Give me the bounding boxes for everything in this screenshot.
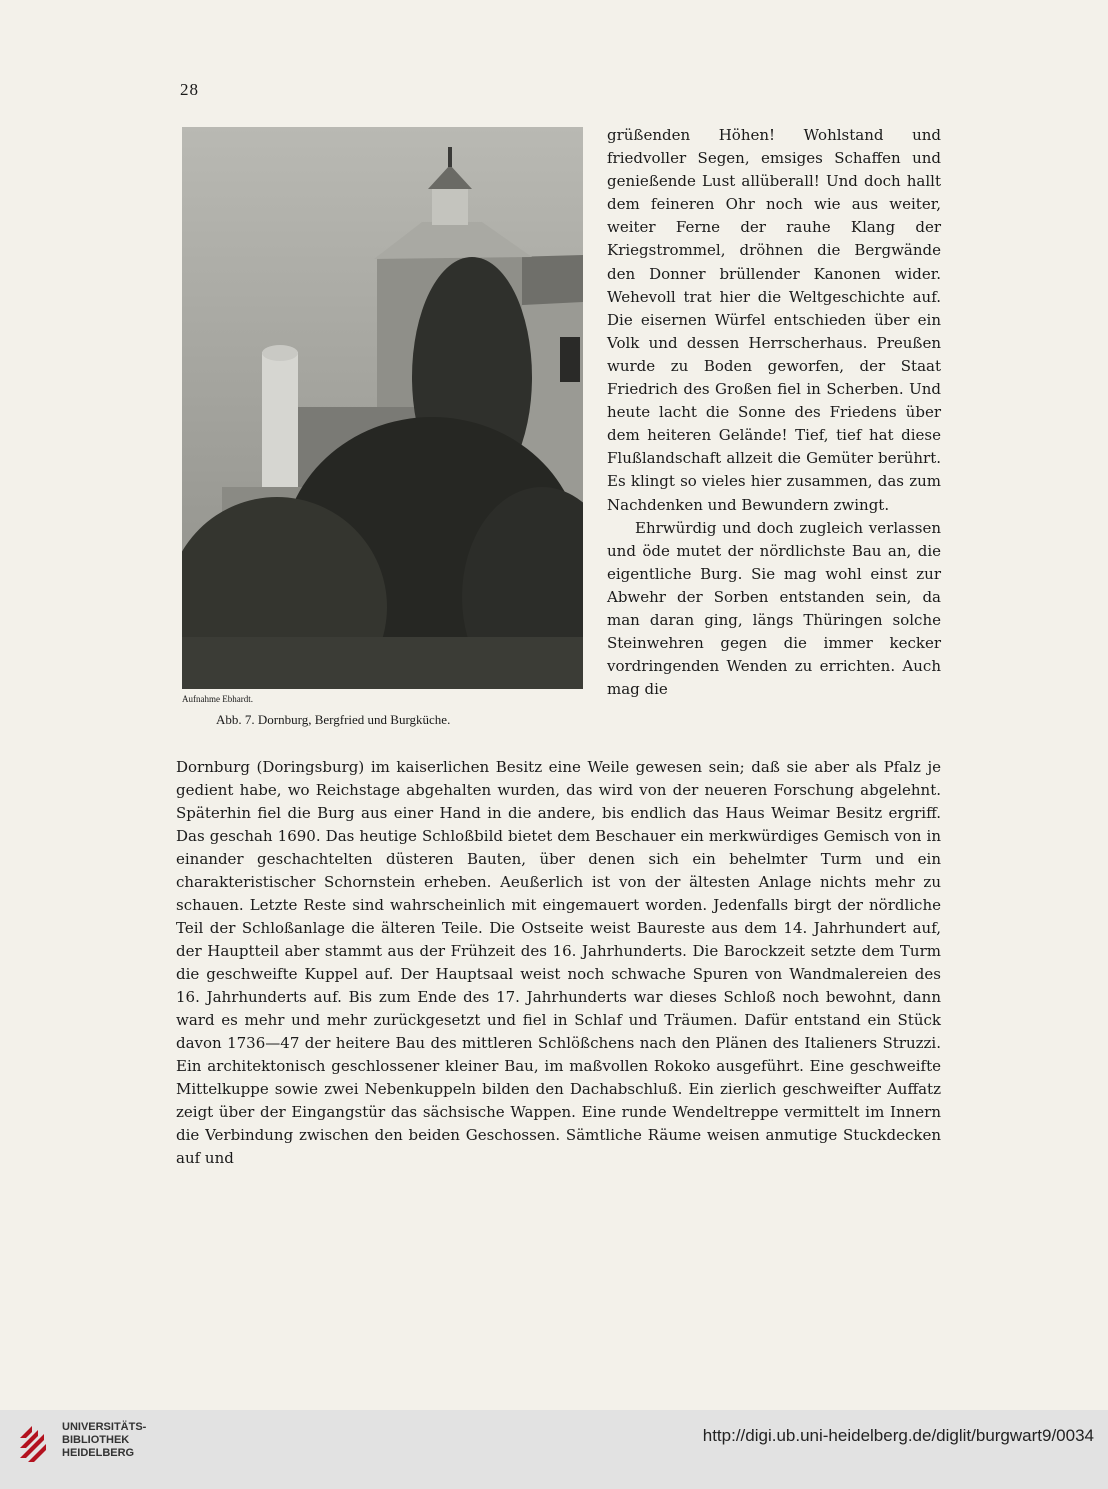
column-paragraph-2: Ehrwürdig und doch zugleich verlassen und öde mutet der nördlichste Bau an, die eigentliche Burg. Sie mag wohl einst zur Abwehr der Sorben entstanden sein, da man daran ging, längs Thüringen solche Steinwehren gegen die immer kecker vordringenden Wenden zu errichten. Auch mag die — [607, 518, 941, 699]
library-name-line: HEIDELBERG — [62, 1447, 135, 1459]
body-text — [176, 756, 941, 1170]
library-name-line: UNIVERSITÄTS- — [62, 1421, 147, 1433]
body-paragraph: Dornburg (Doringsburg) im kaiserlichen Besitz eine Weile gewesen sein; daß sie aber als Pfalz je gedient habe, wo Reichstage abgehalten wurden, das wird von der neueren Forschung abgelehnt. Späterhin fiel die Burg aus einer Hand in die andere, bis endlich das Haus Weimar Besitz ergriff. Das geschah 1690. Das heutige Schloßbild bietet dem Beschauer ein merkwürdiges Gemisch von in einander geschachtelten düsteren Bauten, über denen sich ein behelmter Turm und ein charakteristischer Schornstein erheben. Aeußerlich ist von der ältesten Anlage nichts mehr zu schauen. Letzte Reste sind wahrscheinlich mit eingemauert worden. Jedenfalls birgt der nördliche Teil der Schloßanlage die älteren Teile. Die Ostseite weist Baureste aus dem 14. Jahrhundert auf, der Hauptteil aber stammt aus der Frühzeit des 16. Jahrhunderts. Die Barockzeit setzte dem Turm die geschweifte Kuppel auf. Der Hauptsaal weist noch schwache Spuren von Wandmalereien des 16. Jahrhunderts auf. Bis zum Ende des 17. Jahrhunderts war dieses Schloß noch bewohnt, dann ward es mehr und mehr zurückgesetzt und fiel in Schlaf und Träumen. Dafür entstand ein Stück davon 1736—47 der heitere Bau des mittleren Schlößchens nach den Plänen des Italieners Struzzi. Ein architektonisch geschlossener kleiner Bau, im maßvollen Rokoko ausgeführt. Eine geschweifte Mittelkuppe sowie zwei Nebenkuppeln bilden den Dachabschluß. Ein zierlich geschweifter Auffatz zeigt über der Eingangstür das sächsische Wappen. Eine runde Wendeltreppe vermittelt im Innern die Verbindung zwischen den beiden Geschossen. Sämtliche Räume weisen anmutige Stuckdecken auf und — [176, 758, 941, 1167]
university-library-logo-icon — [18, 1422, 48, 1464]
library-name — [62, 1421, 146, 1460]
figure-caption: Abb. 7. Dornburg, Bergfried und Burgküche. — [216, 712, 451, 727]
column-text — [607, 124, 941, 701]
library-name-line: BIBLIOTHEK — [62, 1434, 130, 1446]
photo-credit: Aufnahme Ebhardt. — [182, 694, 253, 704]
source-url-link[interactable]: http://digi.ub.uni-heidelberg.de/diglit/burgwart9/0034 — [702, 1426, 1094, 1445]
column-paragraph-1: grüßenden Höhen! Wohlstand und friedvoller Segen, emsiges Schaffen und genießende Lust allüberall! Und doch hallt dem feineren Ohr noch wie aus weiter, weiter Ferne der rauhe Klang der Kriegstrommel, dröhnen die Bergwände den Donner brüllender Kanonen wider. Wehevoll trat hier die Weltgeschichte auf. Die eisernen Würfel entschieden über ein Volk und dessen Herrscherhaus. Preußen wurde zu Boden geworfen, der Staat Friedrich des Großen fiel in Scherben. Und heute lacht die Sonne des Friedens über dem heiteren Gelände! Tief, tief hat diese Flußlandschaft allzeit die Gemüter berührt. Es klingt so vieles hier zusammen, das zum Nachdenken und Bewundern zwingt. — [607, 126, 941, 514]
footer-bar — [0, 1410, 1108, 1489]
page-number: 28 — [180, 80, 199, 99]
castle-photograph — [182, 127, 583, 689]
